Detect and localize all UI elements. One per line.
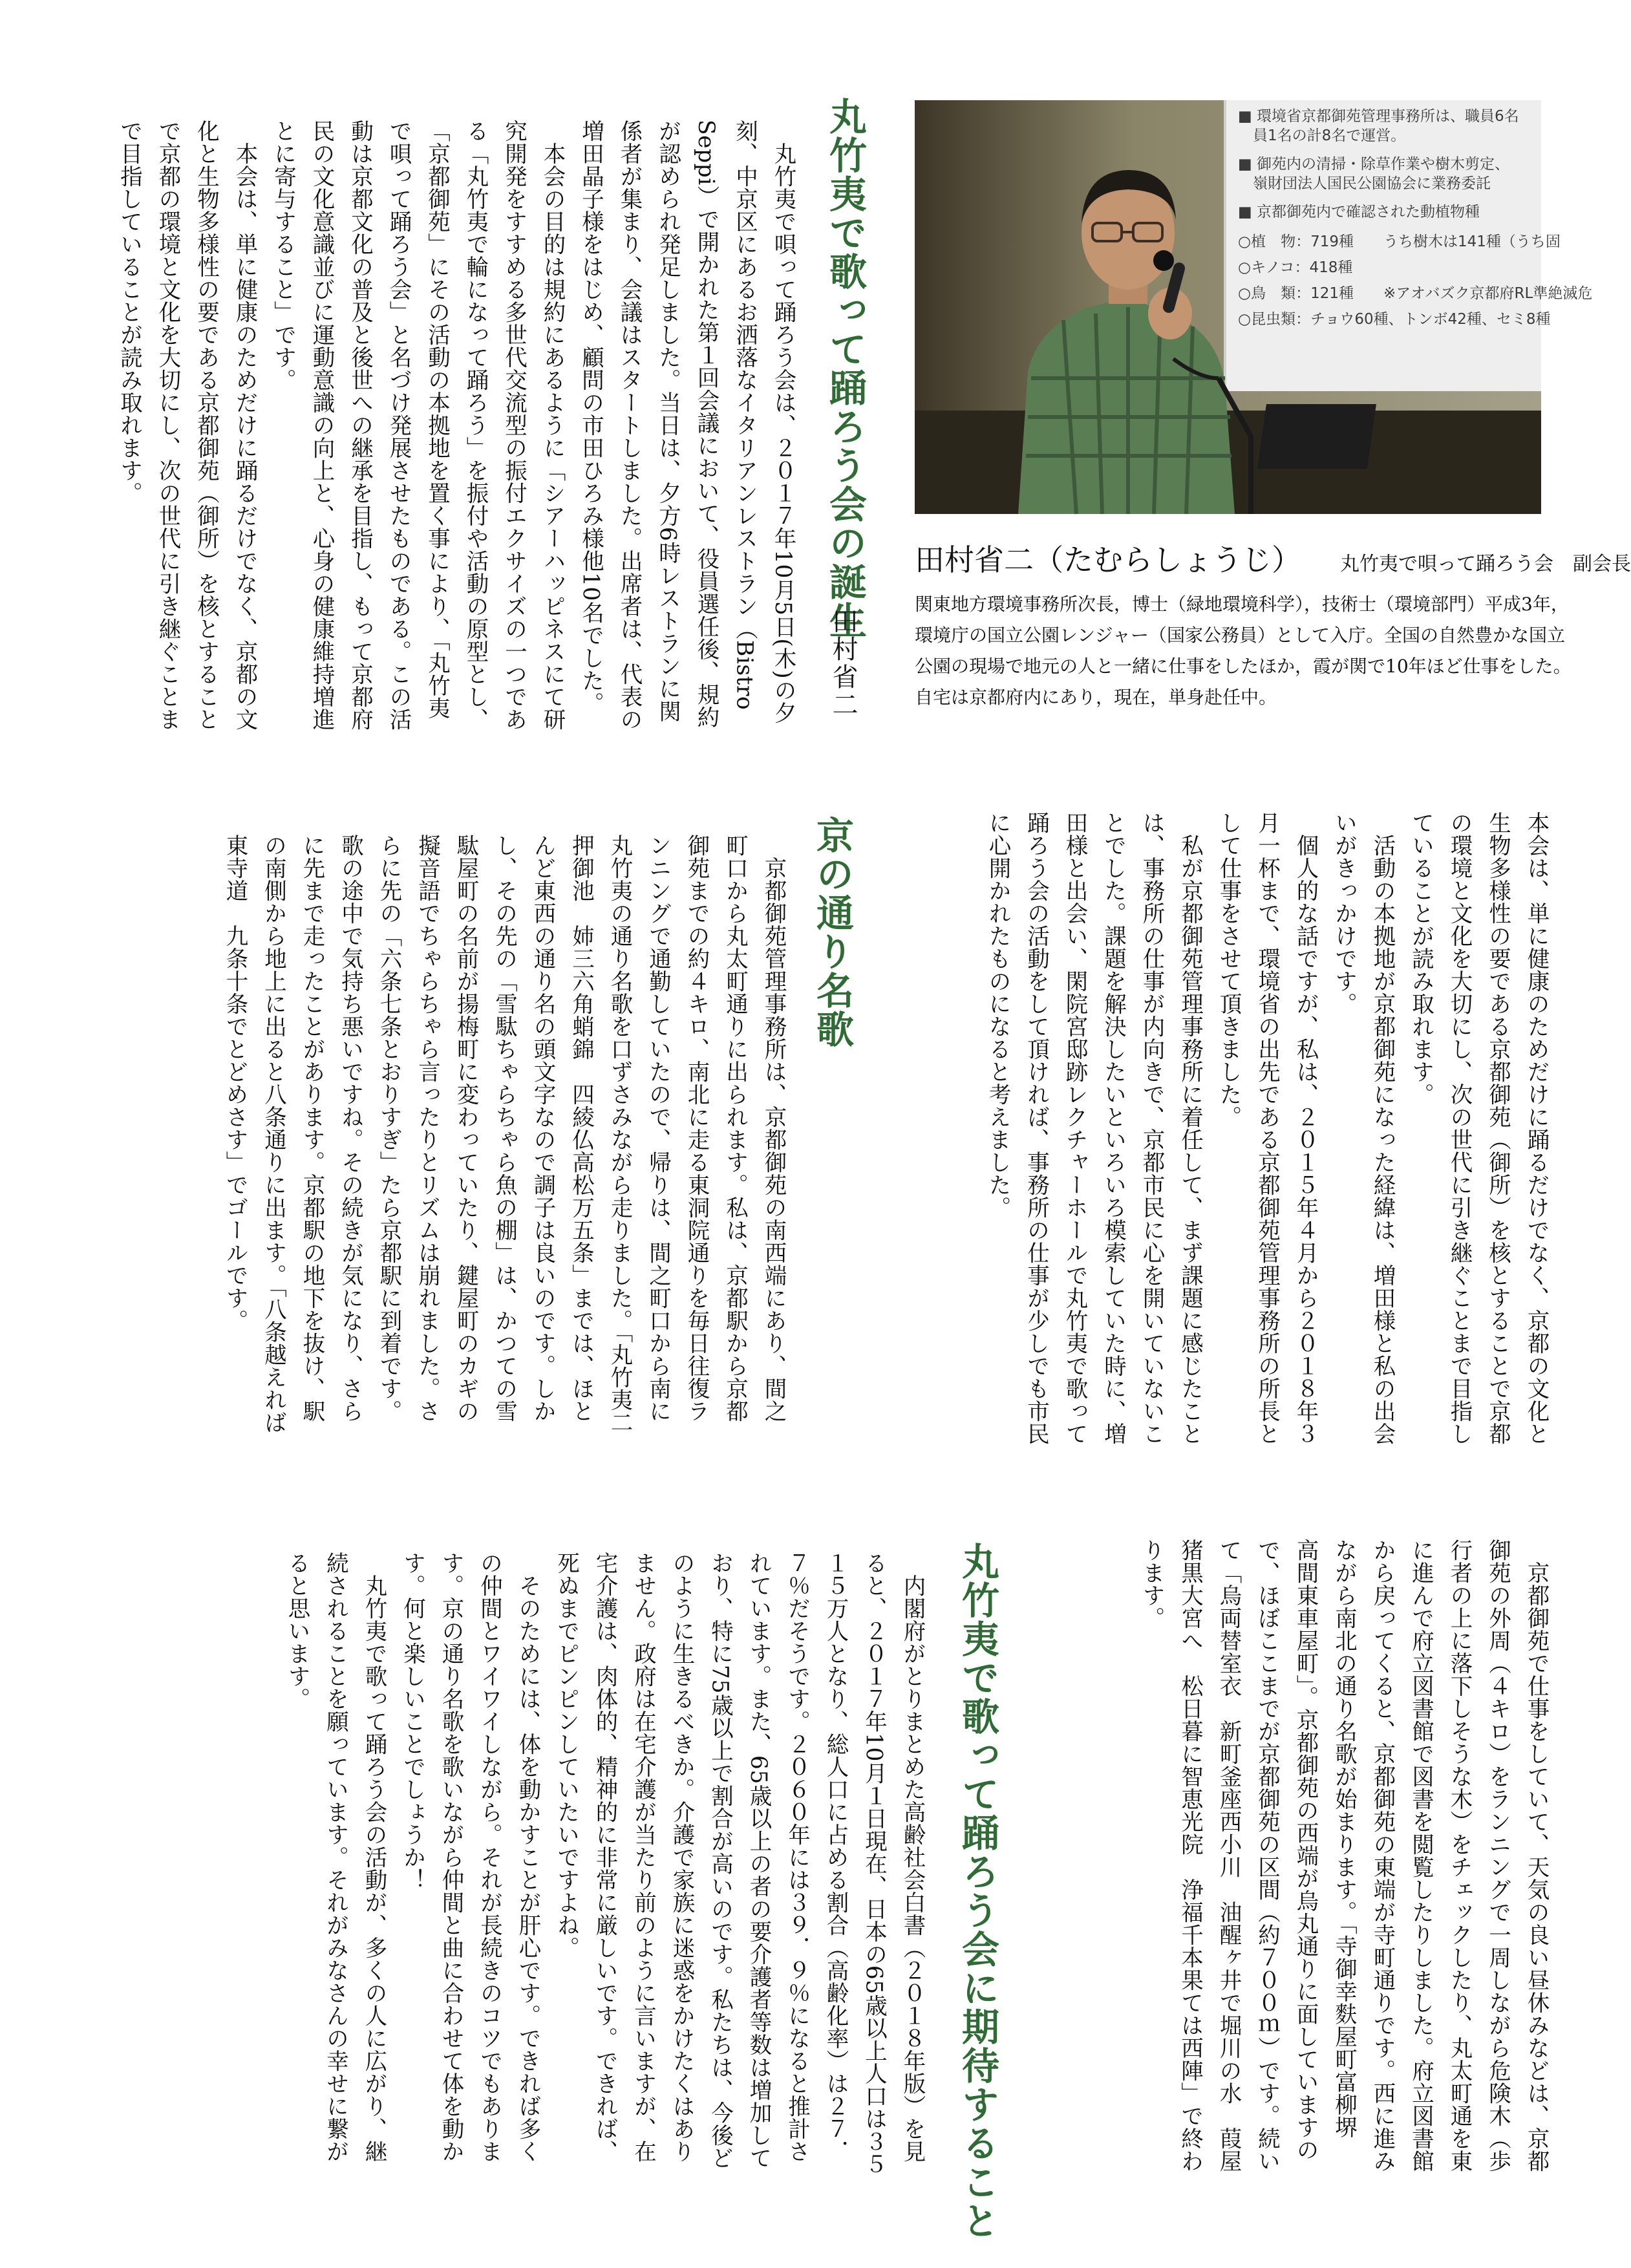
speaker-photo <box>915 100 1593 514</box>
paragraph: そのためには、体を動かすことが肝心です。できれば多くの仲間とワイワイしながら。それが長続きのコツでもあります。京の通り名歌を歌いながら仲間と曲に合わせて体を動かす。何と楽しいことでしょうか！ <box>399 1552 540 2163</box>
profile-line: 公園の現場で地元の人と一緒に仕事をしたほか，霞が関で10年ほど仕事をした。 <box>915 656 1572 677</box>
section2-title: 京の通り名歌 <box>810 816 854 1049</box>
paragraph: 丸竹夷で歌って踊ろう会の活動が、多くの人に広がり、継続されることを願っています。それがみなさんの幸せに繋がると思います。 <box>284 1552 387 2163</box>
paragraph: 内閣府がとりまとめた高齢社会白書（２０１８年版）を見ると、２０１７年10月１日現在、日本の65歳以上人口は３５１５万人となり、総人口に占める割合（高齢化率）は２７．７％だそうです。２０６０年には３９．９％になると推計されています。また、65歳以上の者の要介護者等数は増加しており、特に75歳以上で割合が高いのです。私たちは、今後どのように生きるべきか。介護で家族に迷惑をかけたくはありません。政府は在宅介護が当たり前のように言いますが、在宅介護は、肉体的、精神的に非常に厳しいです。できれば、死ぬまでピンピンしていたいですよね。 <box>553 1552 925 2176</box>
profile-line: 環境庁の国立公園レンジャー（国家公務員）として入庁。全国の自然豊かな国立 <box>915 625 1566 646</box>
paragraph: 私が京都御苑管理事務所に着任して、まず課題に感じたことは、事務所の仕事が内向きで、京都市民に心を開いていないことでした。課題を解決したいといろいろ模索していた時に、増田様と出会い、閑院宮邸跡レクチャーホールで丸竹夷で歌って踊ろう会の活動をして頂ければ、事務所の仕事が少しでも市民に心開かれたものになると考えました。 <box>985 811 1203 1445</box>
slide-text: 員1名の計8名で運営。 <box>1238 127 1406 144</box>
paragraph: 本会の目的は規約にあるように「シアーハッピネスにて研究開発をすすめる多世代交流型の振付エクサイズの一つである「丸竹夷で輪になって踊ろう」を振付や活動の原型とし、「京都御苑」にその活動の本拠地を置く事により、「丸竹夷で唄って踊ろう会」と名づけ発展させたものである。この活動は京都文化の普及と後世への継承を目指し、もって京都府民の文化意識並びに運動意識の向上と、心身の健康維持増進とに寄与すること」です。 <box>270 120 565 731</box>
paragraph: 本会は、単に健康のためだけに踊るだけでなく、京都の文化と生物多様性の要である京都御苑（御所）を核とすることで京都の環境と文化を大切にし、次の世代に引き継ぐことまで目指していることが読み取れます。 <box>116 120 257 731</box>
paragraph: 活動の本拠地が京都御苑になった経緯は、増田様と私の出会いがきっかけです。 <box>1330 811 1395 1445</box>
slide-text: ■ 御苑内の清掃・除草作業や樹木剪定、 <box>1238 156 1510 173</box>
slide-text: 嶺財団法人国民公園協会に業務委託 <box>1238 175 1491 192</box>
section1-author: 田村省二 <box>828 608 858 719</box>
slide-text: ○植 物：719種 うち樹木は141種（うち固 <box>1238 233 1561 250</box>
section3-body <box>97 1552 931 2182</box>
slide-text: ○キノコ：418種 <box>1238 259 1353 276</box>
section1-body <box>61 120 802 740</box>
slide-text: ■ 京都御苑内で確認された動植物種 <box>1238 204 1480 220</box>
paragraph: 本会は、単に健康のためだけに踊るだけでなく、京都の文化と生物多様性の要である京都御苑（御所）を核とすることで京都の環境と文化を大切にし、次の世代に引き継ぐことまで目指していることが読み取れます。 <box>1407 811 1549 1445</box>
paragraph: 京都御苑管理事務所は、京都御苑の南西端にあり、間之町口から丸太町通りに出られます。私は、京都駅から京都御苑までの約４キロ、南北に走る東洞院通りを毎日往復ランニングで通勤していたので、帰りは、間之町口から南に丸竹夷の通り名歌を口ずさみながら走りました。「丸竹夷二押御池 姉三六角蛸錦 四綾仏高松万五条」までは、ほとんど東西の通り名の頭文字なので調子は良いのです。しかし、その先の「雪駄ちゃらちゃら魚の棚」は、かつての雪駄屋町の名前が揚梅町に変わっていたり、鍵屋町のカギの擬音語でちゃらちゃら言ったりとリズムは崩れました。さらに先の「六条七条とおりすぎ」たら京都駅に到着です。歌の途中で気持ち悪いですね。その続きが気になり、さらに先まで走ったことがあります。京都駅の地下を抜け、駅の南側から地上に出ると八条通りに出ます。「八条越えれば東寺道 九条十条でとどめさす」でゴールです。 <box>222 834 786 1434</box>
section3-title: 丸竹夷で歌って踊ろう会に期待すること <box>955 1542 999 2240</box>
paragraph: 丸竹夷で唄って踊ろう会は、２０１７年10月5日(木)の夕刻、中京区にあるお洒落なイタリアンレストラン（Bistro Seppi）で開かれた第１回会議において、役員選任後、規約が認められ発足しました。当日は、夕方6時レストランに関係者が集まり、会議はスタートしました。出席者は、代表の増田晶子様をはじめ、顧問の市田ひろみ様他10名でした。 <box>577 120 796 731</box>
section2-body <box>55 834 792 1442</box>
slide-text: ○昆虫類：チョウ60種、トンボ42種、セミ8種 <box>1238 311 1551 328</box>
paragraph: 京都御苑で仕事をしていて、天気の良い昼休みなどは、京都御苑の外周（４キロ）をランニングで一周しながら危険木（歩行者の上に落下しそうな木）をチェックしたり、丸太町通を東に進んで府立図書館で図書を閲覧したりしました。府立図書館から戻ってくると、京都御苑の東端が寺町通りです。西に進みながら南北の通り名歌が始まります。「寺御幸麩屋町富柳堺 高間東車屋町」。京都御苑の西端が烏丸通りに面していますので、ほぼここまでが京都御苑の区間（約７００ｍ）です。続いて「烏両替室衣 新町釜座西小川 油醒ヶ井で堀川の水 葭屋猪黒大宮へ 松日暮に智恵光院 浄福千本果ては西陣」で終わります。 <box>1138 1539 1549 2172</box>
author-profile <box>915 542 1631 713</box>
profile-line: 自宅は京都府内にあり，現在，単身赴任中。 <box>915 687 1277 708</box>
profile-role: 丸竹夷で唄って踊ろう会 副会長 <box>1340 553 1631 575</box>
section1-body-continued <box>866 811 1555 1445</box>
profile-name: 田村省二（たむらしょうじ） <box>915 542 1301 577</box>
slide-text: ■ 環境省京都御苑管理事務所は、職員6名 <box>1238 108 1519 125</box>
profile-line: 関東地方環境事務所次長，博士（緑地環境科学），技術士（環境部門）平成3年， <box>915 594 1569 615</box>
section2-body-continued <box>1005 1539 1555 2179</box>
slide-text: ○鳥 類：121種 ※アオバズク京都府RL準絶滅危 <box>1238 285 1593 302</box>
paragraph: 個人的な話ですが、私は、２０１５年４月から２０１８年３月一杯まで、環境省の出先である京都御苑管理事務所の所長として仕事をさせて頂きました。 <box>1215 811 1318 1445</box>
section1-title: 丸竹夷で歌って踊ろう会の誕生 <box>823 97 867 640</box>
